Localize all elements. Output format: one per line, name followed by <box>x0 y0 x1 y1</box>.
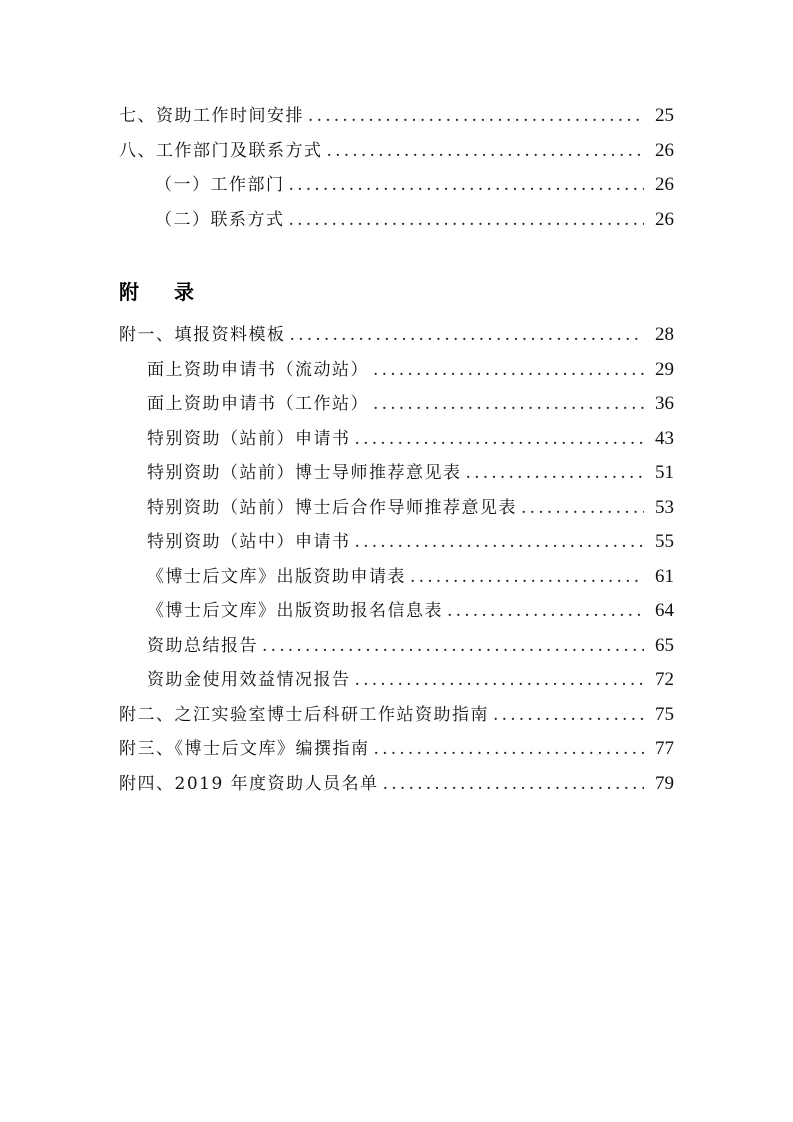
toc-entry-title: 《博士后文库》出版资助申请表 <box>147 566 406 587</box>
toc-dot-leader <box>262 636 644 656</box>
toc-entry[interactable] <box>119 769 674 804</box>
toc-dot-leader <box>383 774 644 794</box>
toc-entry[interactable] <box>119 101 674 136</box>
toc-entry-title: 资助金使用效益情况报告 <box>147 670 351 690</box>
toc-entry-page: 28 <box>655 324 674 345</box>
toc-entry-page: 51 <box>655 462 674 483</box>
toc-entry-page: 43 <box>655 427 674 449</box>
toc-entry[interactable] <box>119 170 674 205</box>
toc-entry-page: 26 <box>655 208 674 230</box>
toc-entry[interactable] <box>119 493 674 528</box>
toc-dot-leader <box>521 498 644 518</box>
toc-entry-page: 79 <box>655 772 674 794</box>
toc-entry-page: 26 <box>655 139 674 161</box>
toc-entry-page: 53 <box>655 496 674 518</box>
toc-dot-leader <box>290 325 645 345</box>
toc-entry[interactable] <box>119 424 674 459</box>
toc-entry-page: 26 <box>655 174 674 195</box>
toc-dot-leader <box>373 394 644 414</box>
toc-dot-leader <box>289 210 645 230</box>
toc-entry-page: 55 <box>655 531 674 552</box>
toc-entry-page: 65 <box>655 634 674 656</box>
toc-entry[interactable] <box>119 562 674 597</box>
toc-entry[interactable] <box>119 527 674 562</box>
toc-entry[interactable] <box>119 665 674 700</box>
toc-entry-title: 附二、之江实验室博士后科研工作站资助指南 <box>119 704 489 725</box>
toc-entry[interactable] <box>119 136 674 171</box>
toc-entry-page: 77 <box>655 738 674 759</box>
toc-entry-page: 64 <box>655 600 674 621</box>
toc-dot-leader <box>374 739 645 759</box>
toc-entry-title: 附一、填报资料模板 <box>119 325 286 345</box>
toc-dot-leader <box>410 567 644 587</box>
toc-entry-title: 特别资助（站前）博士后合作导师推荐意见表 <box>147 497 517 518</box>
toc-entry-title: 八、工作部门及联系方式 <box>119 140 323 161</box>
toc-entry-page: 29 <box>655 358 674 380</box>
appendix-heading: 附 录 <box>119 280 208 304</box>
toc-entry-title: 特别资助（站前）申请书 <box>147 428 351 449</box>
toc-entry-page: 72 <box>655 669 674 690</box>
toc-entry-title: 《博士后文库》出版资助报名信息表 <box>147 601 443 621</box>
toc-entry[interactable] <box>119 389 674 424</box>
toc-entry[interactable] <box>119 631 674 666</box>
toc-section-appendix <box>119 320 674 803</box>
toc-entry-title: 附三、《博士后文库》编撰指南 <box>119 739 370 759</box>
toc-entry-title: （二）联系方式 <box>155 209 285 230</box>
toc-entry-title: 附四、2019 年度资助人员名单 <box>119 773 379 794</box>
toc-dot-leader <box>308 106 644 126</box>
toc-entry-title: 资助总结报告 <box>147 635 258 656</box>
toc-dot-leader <box>466 463 645 483</box>
toc-dot-leader <box>355 670 645 690</box>
toc-entry-page: 25 <box>655 105 674 126</box>
toc-entry-page: 61 <box>655 565 674 587</box>
toc-entry-title: 面上资助申请书（工作站） <box>147 394 369 414</box>
toc-entry-title: 特别资助（站前）博士导师推荐意见表 <box>147 463 462 483</box>
toc-entry[interactable] <box>119 205 674 240</box>
toc-entry-page: 75 <box>655 703 674 725</box>
toc-entry[interactable] <box>119 596 674 631</box>
toc-dot-leader <box>447 601 644 621</box>
toc-entry-page: 36 <box>655 393 674 414</box>
toc-dot-leader <box>373 360 644 380</box>
toc-dot-leader <box>327 141 645 161</box>
toc-entry-title: 特别资助（站中）申请书 <box>147 532 351 552</box>
toc-entry-title: （一）工作部门 <box>155 175 285 195</box>
toc-entry[interactable] <box>119 355 674 390</box>
toc-entry[interactable] <box>119 700 674 735</box>
toc-dot-leader <box>289 175 645 195</box>
toc-entry-title: 七、资助工作时间安排 <box>119 106 304 126</box>
toc-section-main <box>119 101 674 239</box>
toc-dot-leader <box>355 532 645 552</box>
toc-dot-leader <box>493 705 644 725</box>
toc-entry[interactable] <box>119 734 674 769</box>
toc-entry[interactable] <box>119 458 674 493</box>
toc-entry[interactable] <box>119 320 674 355</box>
toc-entry-title: 面上资助申请书（流动站） <box>147 359 369 380</box>
toc-dot-leader <box>355 429 645 449</box>
